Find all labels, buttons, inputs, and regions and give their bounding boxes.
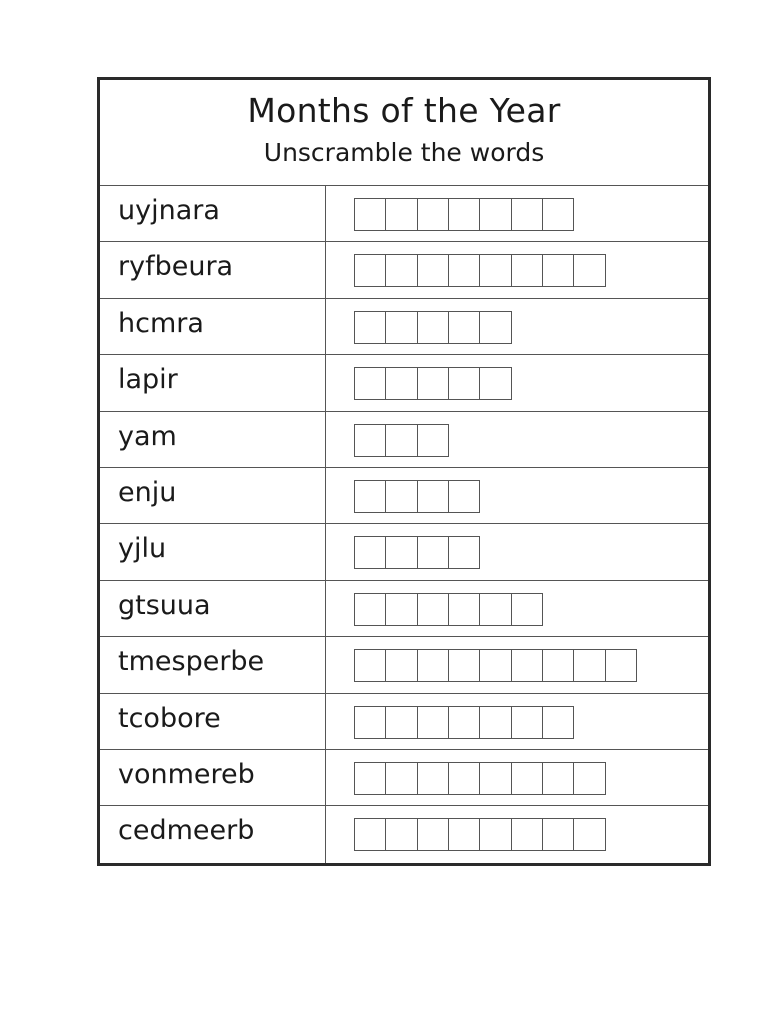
letter-boxes <box>354 367 708 400</box>
answer-cell <box>326 581 708 636</box>
letter-box[interactable] <box>354 706 387 739</box>
letter-box[interactable] <box>511 593 544 626</box>
scrambled-word: ryfbeura <box>100 242 326 297</box>
letter-box[interactable] <box>573 649 606 682</box>
letter-box[interactable] <box>417 762 450 795</box>
letter-box[interactable] <box>511 706 544 739</box>
answer-cell <box>326 242 708 297</box>
letter-box[interactable] <box>542 649 575 682</box>
letter-box[interactable] <box>385 424 418 457</box>
letter-box[interactable] <box>385 706 418 739</box>
answer-cell <box>326 412 708 467</box>
letter-box[interactable] <box>479 818 512 851</box>
letter-box[interactable] <box>542 254 575 287</box>
letter-box[interactable] <box>448 254 481 287</box>
letter-box[interactable] <box>417 424 450 457</box>
letter-box[interactable] <box>417 254 450 287</box>
word-row <box>100 468 708 524</box>
letter-box[interactable] <box>448 536 481 569</box>
word-row <box>100 581 708 637</box>
worksheet-title: Months of the Year <box>247 91 561 130</box>
letter-box[interactable] <box>385 198 418 231</box>
letter-box[interactable] <box>354 198 387 231</box>
scrambled-word: vonmereb <box>100 750 326 805</box>
letter-box[interactable] <box>385 762 418 795</box>
letter-boxes <box>354 480 708 513</box>
letter-boxes <box>354 424 708 457</box>
word-row <box>100 694 708 750</box>
letter-box[interactable] <box>354 762 387 795</box>
letter-box[interactable] <box>385 254 418 287</box>
letter-box[interactable] <box>385 593 418 626</box>
worksheet-subtitle: Unscramble the words <box>263 138 545 167</box>
letter-box[interactable] <box>479 198 512 231</box>
letter-box[interactable] <box>354 254 387 287</box>
answer-cell <box>326 186 708 241</box>
letter-box[interactable] <box>417 593 450 626</box>
letter-box[interactable] <box>417 311 450 344</box>
letter-boxes <box>354 311 708 344</box>
letter-boxes <box>354 818 708 851</box>
letter-box[interactable] <box>385 536 418 569</box>
letter-box[interactable] <box>511 254 544 287</box>
letter-box[interactable] <box>479 593 512 626</box>
letter-box[interactable] <box>511 818 544 851</box>
letter-box[interactable] <box>385 480 418 513</box>
letter-boxes <box>354 254 708 287</box>
letter-box[interactable] <box>479 254 512 287</box>
letter-box[interactable] <box>511 198 544 231</box>
word-table <box>100 186 708 863</box>
scrambled-word: cedmeerb <box>100 806 326 862</box>
letter-box[interactable] <box>448 593 481 626</box>
answer-cell <box>326 468 708 523</box>
letter-box[interactable] <box>448 367 481 400</box>
scrambled-word: hcmra <box>100 299 326 354</box>
word-row <box>100 299 708 355</box>
letter-box[interactable] <box>354 480 387 513</box>
letter-box[interactable] <box>417 480 450 513</box>
letter-box[interactable] <box>417 706 450 739</box>
letter-box[interactable] <box>354 593 387 626</box>
answer-cell <box>326 750 708 805</box>
letter-box[interactable] <box>354 536 387 569</box>
word-row <box>100 806 708 862</box>
letter-boxes <box>354 706 708 739</box>
letter-boxes <box>354 198 708 231</box>
letter-box[interactable] <box>511 762 544 795</box>
word-row <box>100 186 708 242</box>
letter-box[interactable] <box>385 818 418 851</box>
scrambled-word: yam <box>100 412 326 467</box>
letter-box[interactable] <box>573 254 606 287</box>
letter-box[interactable] <box>448 480 481 513</box>
answer-cell <box>326 355 708 410</box>
letter-box[interactable] <box>448 311 481 344</box>
letter-box[interactable] <box>448 198 481 231</box>
letter-boxes <box>354 536 708 569</box>
letter-box[interactable] <box>354 424 387 457</box>
answer-cell <box>326 637 708 692</box>
letter-box[interactable] <box>448 818 481 851</box>
letter-box[interactable] <box>542 706 575 739</box>
letter-box[interactable] <box>417 649 450 682</box>
letter-box[interactable] <box>542 198 575 231</box>
scrambled-word: enju <box>100 468 326 523</box>
letter-box[interactable] <box>448 706 481 739</box>
scrambled-word: yjlu <box>100 524 326 579</box>
word-row <box>100 242 708 298</box>
answer-cell <box>326 806 708 862</box>
scrambled-word: tmesperbe <box>100 637 326 692</box>
letter-box[interactable] <box>479 311 512 344</box>
letter-box[interactable] <box>573 762 606 795</box>
letter-box[interactable] <box>479 367 512 400</box>
letter-box[interactable] <box>479 649 512 682</box>
word-row <box>100 355 708 411</box>
letter-box[interactable] <box>573 818 606 851</box>
letter-box[interactable] <box>417 198 450 231</box>
word-row <box>100 412 708 468</box>
letter-boxes <box>354 593 708 626</box>
answer-cell <box>326 524 708 579</box>
letter-box[interactable] <box>417 818 450 851</box>
letter-box[interactable] <box>354 818 387 851</box>
word-row <box>100 524 708 580</box>
letter-box[interactable] <box>448 762 481 795</box>
letter-box[interactable] <box>354 649 387 682</box>
letter-box[interactable] <box>417 536 450 569</box>
scrambled-word: gtsuua <box>100 581 326 636</box>
letter-box[interactable] <box>385 649 418 682</box>
letter-box[interactable] <box>542 818 575 851</box>
scrambled-word: uyjnara <box>100 186 326 241</box>
letter-box[interactable] <box>479 762 512 795</box>
letter-box[interactable] <box>479 706 512 739</box>
letter-boxes <box>354 649 708 682</box>
scrambled-word: tcobore <box>100 694 326 749</box>
letter-box[interactable] <box>417 367 450 400</box>
letter-box[interactable] <box>385 367 418 400</box>
answer-cell <box>326 299 708 354</box>
letter-box[interactable] <box>511 649 544 682</box>
letter-box[interactable] <box>385 311 418 344</box>
letter-box[interactable] <box>354 311 387 344</box>
letter-box[interactable] <box>448 649 481 682</box>
letter-box[interactable] <box>354 367 387 400</box>
worksheet <box>97 77 711 866</box>
letter-box[interactable] <box>605 649 638 682</box>
worksheet-header <box>100 80 708 186</box>
word-row <box>100 637 708 693</box>
scrambled-word: lapir <box>100 355 326 410</box>
answer-cell <box>326 694 708 749</box>
letter-boxes <box>354 762 708 795</box>
word-row <box>100 750 708 806</box>
letter-box[interactable] <box>542 762 575 795</box>
